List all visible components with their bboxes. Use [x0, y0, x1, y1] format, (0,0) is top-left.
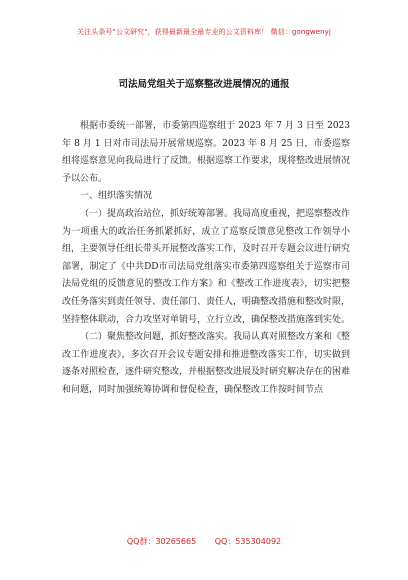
paragraph-intro: 根据市委统一部署，市委第四巡察组于 2023 年 7 月 3 日至 2023 年 8 月 1 日对市司法局开展常规巡察。2023 年 8 月 25 日，市委巡察组将巡察意见向我局进行了反馈。根据巡察工作要求，现将整改进展情况予以公布。 [62, 121, 351, 184]
qq-text: QQ：535304092 [214, 537, 282, 546]
qq-group-text: QQ群：30265665 [126, 537, 197, 546]
document-body [62, 118, 350, 400]
paragraph-section-1: （一）提高政治站位，抓好统筹部署。我局高度重视，把巡察整改作为一项重大的政治任务抓紧抓好，成立了巡察反馈意见整改工作领导小组，主要领导任组长带头开展整改落实工作，及时召开专题会议进行研究部署，制定了《中共DD市司法局党组落实市委第四巡察组关于巡察市司法局党组的反馈意见的整改工作方案》和《整改工作进度表》，切实把整改任务落实到责任领导、责任部门、责任人，明确整改措施和整改时限，坚持整体联动，合力攻坚对单销号，立行立改，确保整改措施落到实处。 [62, 208, 351, 325]
document-title: 司法局党组关于巡察整改进展情况的通报 [118, 79, 290, 90]
paragraph-section-2: （二）聚焦整改问题，抓好整改落实。我局认真对照整改方案和《整改工作进度表》，多次召开会议专题安排和推进整改落实工作，切实做到逐条对照检查，逐件研究整改，并根据整改进展及时研究解决存在的困难和问题，同时加强统筹协调和督促检查，确保整改工作按时间节点 [62, 332, 351, 395]
top-banner: 关注头条号"公文研究"，获得最新最全最专业的公文资料库！ 微信：gongwenyj [77, 28, 331, 36]
section-heading: 一、组织落实情况 [80, 191, 153, 202]
bottom-banner [0, 536, 408, 547]
